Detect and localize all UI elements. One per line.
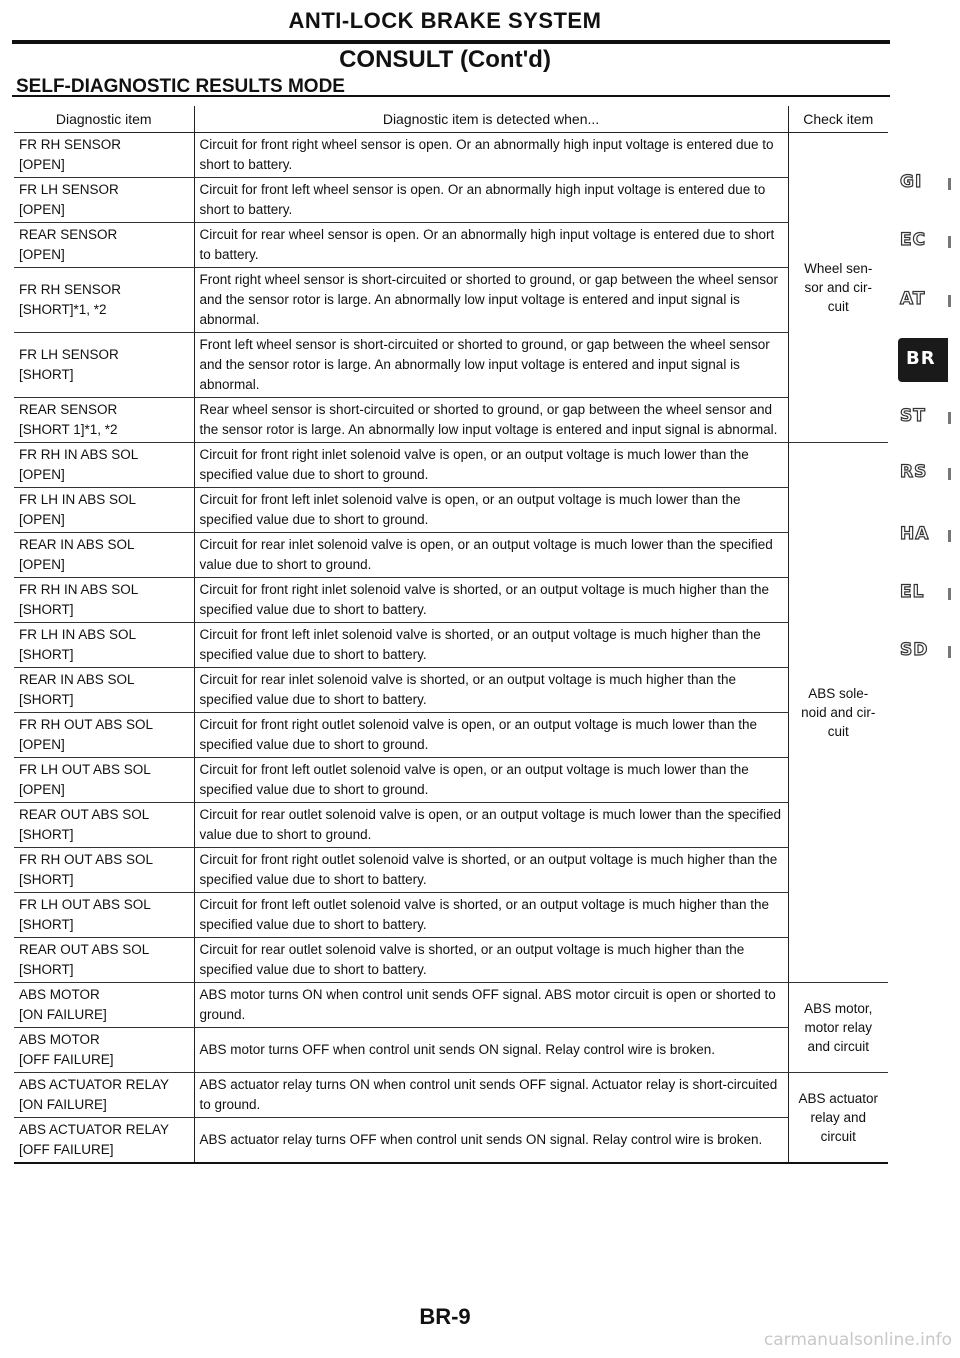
tab-edge-mark: [948, 530, 951, 542]
column-header-detected-when: Diagnostic item is detected when...: [194, 106, 788, 133]
detection-condition-cell: Circuit for front left outlet solenoid valve is shorted, or an output voltage is much higher than the specified value due to short to battery.: [194, 893, 788, 938]
detection-condition-cell: Circuit for rear outlet solenoid valve is shorted, or an output voltage is much higher than the specified value due to short to battery.: [194, 938, 788, 983]
st-tab[interactable]: [898, 404, 958, 434]
diagnostic-item-cell: FR RH OUT ABS SOL [SHORT]: [14, 848, 194, 893]
detection-condition-cell: Front left wheel sensor is short-circuited or shorted to ground, or gap between the wheel sensor and the sensor rotor is large. An abnormally low input voltage is entered and input signal is abnormal.: [194, 333, 788, 398]
diagnostic-item-cell: FR RH SENSOR [OPEN]: [14, 133, 194, 178]
detection-condition-cell: Circuit for rear wheel sensor is open. Or an abnormally high input voltage is entered due to short to battery.: [194, 223, 788, 268]
at-tab[interactable]: [898, 287, 958, 317]
at-tab-label: AT: [900, 289, 926, 309]
gi-tab-label: GI: [900, 172, 923, 192]
detection-condition-cell: Circuit for front left wheel sensor is open. Or an abnormally high input voltage is entered due to short to battery.: [194, 178, 788, 223]
detection-condition-cell: Circuit for front left inlet solenoid valve is open, or an output voltage is much lower than the specified value due to short to ground.: [194, 488, 788, 533]
page-subtitle: CONSULT (Cont'd): [339, 46, 551, 73]
detection-condition-cell: Circuit for rear outlet solenoid valve is open, or an output voltage is much lower than the specified value due to short to ground.: [194, 803, 788, 848]
diagnostic-table-body: [14, 133, 888, 1164]
table-row: [14, 268, 888, 333]
diagnostic-item-cell: FR LH SENSOR [OPEN]: [14, 178, 194, 223]
diagnostic-item-cell: FR LH IN ABS SOL [SHORT]: [14, 623, 194, 668]
table-row: [14, 533, 888, 578]
detection-condition-cell: ABS actuator relay turns ON when control unit sends OFF signal. Actuator relay is short-circuited to ground.: [194, 1073, 788, 1118]
diagnostic-item-cell: FR LH SENSOR [SHORT]: [14, 333, 194, 398]
table-header-row: [14, 106, 888, 133]
diagnostic-item-cell: REAR SENSOR [OPEN]: [14, 223, 194, 268]
tab-edge-mark: [948, 236, 951, 248]
rs-tab[interactable]: [898, 460, 958, 490]
diagnostic-item-cell: REAR OUT ABS SOL [SHORT]: [14, 938, 194, 983]
column-header-diagnostic-item: Diagnostic item: [14, 106, 194, 133]
table-row: [14, 578, 888, 623]
watermark: carmanualsonline.info: [763, 1330, 952, 1350]
diagnostic-item-cell: ABS MOTOR [OFF FAILURE]: [14, 1028, 194, 1073]
detection-condition-cell: Circuit for front right wheel sensor is open. Or an abnormally high input voltage is entered due to short to battery.: [194, 133, 788, 178]
table-row: [14, 713, 888, 758]
table-row: [14, 223, 888, 268]
table-row: [14, 803, 888, 848]
detection-condition-cell: Circuit for front left inlet solenoid valve is shorted, or an output voltage is much higher than the specified value due to short to battery.: [194, 623, 788, 668]
table-row: [14, 398, 888, 443]
table-row: [14, 623, 888, 668]
diagnostic-item-cell: FR RH OUT ABS SOL [OPEN]: [14, 713, 194, 758]
table-row: [14, 893, 888, 938]
detection-condition-cell: ABS motor turns OFF when control unit sends ON signal. Relay control wire is broken.: [194, 1028, 788, 1073]
el-tab[interactable]: [898, 580, 958, 610]
page-number: BR-9: [419, 1304, 471, 1329]
st-tab-label: ST: [900, 406, 926, 426]
tab-edge-mark: [948, 295, 951, 307]
title-rule: [12, 40, 890, 44]
el-tab-label: EL: [900, 582, 925, 602]
section-index-tabs: [898, 0, 960, 1358]
sd-tab-label: SD: [900, 640, 929, 660]
table-row: [14, 1028, 888, 1073]
check-item-cell: ABS actuator relay and circuit: [788, 1073, 888, 1164]
diagnostic-item-cell: REAR OUT ABS SOL [SHORT]: [14, 803, 194, 848]
detection-condition-cell: ABS motor turns ON when control unit sends OFF signal. ABS motor circuit is open or shorted to ground.: [194, 983, 788, 1028]
detection-condition-cell: Circuit for front right inlet solenoid valve is shorted, or an output voltage is much higher than the specified value due to short to battery.: [194, 578, 788, 623]
section-heading: SELF-DIAGNOSTIC RESULTS MODE: [16, 76, 345, 97]
ha-tab-label: HA: [900, 524, 930, 544]
diagnostic-item-cell: ABS ACTUATOR RELAY [ON FAILURE]: [14, 1073, 194, 1118]
detection-condition-cell: Circuit for rear inlet solenoid valve is shorted, or an output voltage is much higher than the specified value due to short to battery.: [194, 668, 788, 713]
tab-edge-mark: [948, 646, 951, 658]
detection-condition-cell: Rear wheel sensor is short-circuited or shorted to ground, or gap between the wheel sensor and the sensor rotor is large. An abnormally low input voltage is entered and input signal is abnormal.: [194, 398, 788, 443]
detection-condition-cell: Circuit for rear inlet solenoid valve is open, or an output voltage is much lower than the specified value due to short to ground.: [194, 533, 788, 578]
tab-edge-mark: [948, 412, 951, 424]
detection-condition-cell: Circuit for front right outlet solenoid valve is shorted, or an output voltage is much higher than the specified value due to short to battery.: [194, 848, 788, 893]
tab-edge-mark: [948, 588, 951, 600]
diagnostic-item-cell: REAR IN ABS SOL [SHORT]: [14, 668, 194, 713]
column-header-check-item: Check item: [788, 106, 888, 133]
br-tab-label: BR: [906, 348, 936, 369]
diagnostic-item-cell: FR RH IN ABS SOL [OPEN]: [14, 443, 194, 488]
detection-condition-cell: ABS actuator relay turns OFF when control unit sends ON signal. Relay control wire is broken.: [194, 1118, 788, 1164]
diagnostic-item-cell: FR RH IN ABS SOL [SHORT]: [14, 578, 194, 623]
page-title: ANTI-LOCK BRAKE SYSTEM: [288, 8, 602, 33]
table-row: [14, 1073, 888, 1118]
diagnostic-table: [14, 106, 888, 1164]
ha-tab[interactable]: [898, 522, 958, 552]
diagnostic-item-cell: FR RH SENSOR [SHORT]*1, *2: [14, 268, 194, 333]
diagnostic-item-cell: ABS MOTOR [ON FAILURE]: [14, 983, 194, 1028]
tab-edge-mark: [948, 468, 951, 480]
diagnostic-item-cell: REAR IN ABS SOL [OPEN]: [14, 533, 194, 578]
check-item-cell: ABS motor, motor relay and circuit: [788, 983, 888, 1073]
table-row: [14, 1118, 888, 1164]
ec-tab-label: EC: [900, 230, 927, 250]
check-item-cell: ABS sole- noid and cir- cuit: [788, 443, 888, 983]
br-tab[interactable]: [898, 338, 948, 382]
rs-tab-label: RS: [900, 462, 928, 482]
check-item-cell: Wheel sen- sor and cir- cuit: [788, 133, 888, 443]
tab-edge-mark: [948, 178, 951, 190]
sd-tab[interactable]: [898, 638, 958, 668]
section-rule: [12, 95, 890, 97]
diagnostic-item-cell: FR LH IN ABS SOL [OPEN]: [14, 488, 194, 533]
detection-condition-cell: Front right wheel sensor is short-circuited or shorted to ground, or gap between the wheel sensor and the sensor rotor is large. An abnormally low input voltage is entered and input signal is abnormal.: [194, 268, 788, 333]
detection-condition-cell: Circuit for front left outlet solenoid valve is open, or an output voltage is much lower than the specified value due to short to ground.: [194, 758, 788, 803]
detection-condition-cell: Circuit for front right inlet solenoid valve is open, or an output voltage is much lower than the specified value due to short to ground.: [194, 443, 788, 488]
table-row: [14, 938, 888, 983]
diagnostic-item-cell: FR LH OUT ABS SOL [SHORT]: [14, 893, 194, 938]
diagnostic-item-cell: ABS ACTUATOR RELAY [OFF FAILURE]: [14, 1118, 194, 1164]
table-row: [14, 133, 888, 178]
ec-tab[interactable]: [898, 228, 958, 258]
table-row: [14, 333, 888, 398]
table-row: [14, 668, 888, 713]
table-row: [14, 178, 888, 223]
table-row: [14, 758, 888, 803]
gi-tab[interactable]: [898, 170, 958, 200]
table-row: [14, 983, 888, 1028]
diagnostic-item-cell: REAR SENSOR [SHORT 1]*1, *2: [14, 398, 194, 443]
diagnostic-item-cell: FR LH OUT ABS SOL [OPEN]: [14, 758, 194, 803]
table-row: [14, 488, 888, 533]
detection-condition-cell: Circuit for front right outlet solenoid valve is open, or an output voltage is much lower than the specified value due to short to ground.: [194, 713, 788, 758]
table-row: [14, 848, 888, 893]
table-row: [14, 443, 888, 488]
